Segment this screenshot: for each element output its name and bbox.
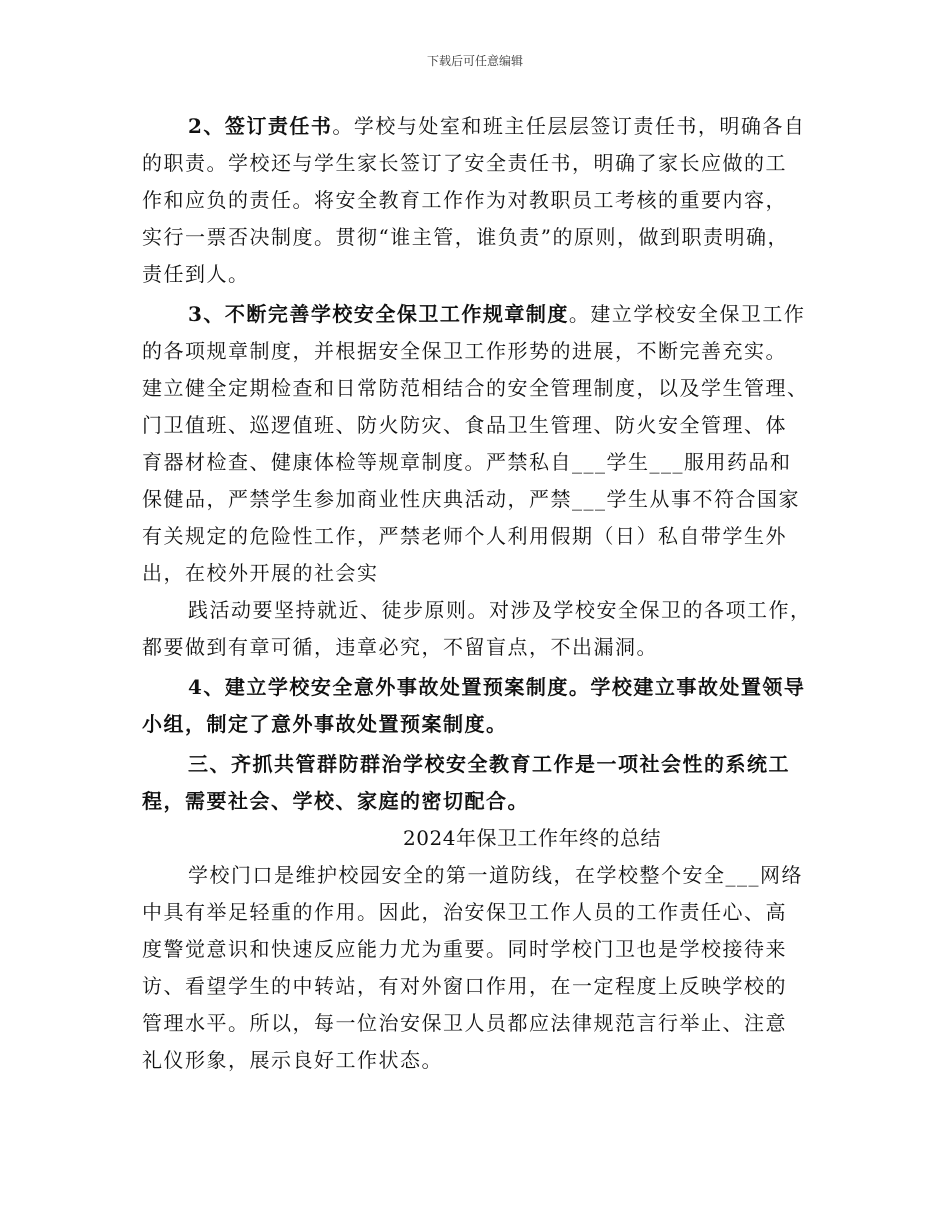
paragraph-line: 都要做到有章可循，违章必究，不留盲点，不出漏洞。: [142, 635, 658, 659]
paragraph-line: 责任到人。: [142, 262, 250, 286]
page-header: 下载后可任意编辑: [426, 54, 523, 68]
paragraph-line: 的职责。学校还与学生家长签订了安全责任书，明确了家长应做的工: [142, 151, 787, 175]
paragraph-line: 访、看望学生的中转站，有对外窗口作用，在一定程度上反映学校的: [142, 974, 787, 998]
document-body: [142, 108, 822, 1079]
paragraph-line: 学校门口是维护校园安全的第一道防线，在学校整个安全___网络: [188, 863, 803, 887]
section-heading: 程，需要社会、学校、家庭的密切配合。: [142, 789, 529, 813]
section-heading: 4、建立学校安全意外事故处置预案制度。学校建立事故处置领导: [188, 675, 806, 699]
paragraph-line: [142, 108, 822, 145]
document-title: 2024年保卫工作年终的总结: [403, 826, 661, 850]
section-heading: 2、签订责任书: [188, 114, 333, 138]
paragraph-line: 践活动要坚持就近、徒步原则。对涉及学校安全保卫的各项工作，: [188, 598, 812, 622]
paragraph-text: 。建立学校安全保卫工作: [568, 302, 806, 326]
paragraph-line: 中具有举足轻重的作用。因此，治安保卫工作人员的工作责任心、高: [142, 900, 787, 924]
paragraph-line: 建立健全定期检查和日常防范相结合的安全管理制度，以及学生管理、: [142, 376, 809, 400]
paragraph-line: 出，在校外开展的社会实: [142, 561, 379, 585]
section-heading: 小组，制定了意外事故处置预案制度。: [142, 712, 508, 736]
paragraph-line: 作和应负的责任。将安全教育工作作为对教职员工考核的重要内容，: [142, 188, 787, 212]
paragraph-line: 有关规定的危险性工作，严禁老师个人利用假期（日）私自带学生外: [142, 524, 787, 548]
section-heading: 三、齐抓共管群防群治学校安全教育工作是一项社会性的系统工: [188, 752, 790, 776]
section-heading: 3、不断完善学校安全保卫工作规章制度: [188, 302, 569, 326]
paragraph-line: 门卫值班、巡逻值班、防火防灾、食品卫生管理、防火安全管理、体: [142, 413, 787, 437]
paragraph-line: 育器材检查、健康体检等规章制度。严禁私自___学生___服用药品和: [142, 450, 792, 474]
paragraph-text: 。学校与处室和班主任层层签订责任书，明确各自: [332, 114, 806, 138]
paragraph-line: 度警觉意识和快速反应能力尤为重要。同时学校门卫也是学校接待来: [142, 937, 787, 961]
paragraph-line: 保健品，严禁学生参加商业性庆典活动，严禁___学生从事不符合国家: [142, 487, 800, 511]
paragraph-line: [142, 296, 822, 333]
paragraph-line: 管理水平。所以，每一位治安保卫人员都应法律规范言行举止、注意: [142, 1011, 787, 1035]
paragraph-line: 的各项规章制度，并根据安全保卫工作形势的进展，不断完善充实。: [142, 339, 787, 363]
paragraph-line: 实行一票否决制度。贯彻“谁主管，谁负责”的原则，做到职责明确，: [142, 225, 789, 249]
paragraph-line: 礼仪形象，展示良好工作状态。: [142, 1048, 443, 1072]
